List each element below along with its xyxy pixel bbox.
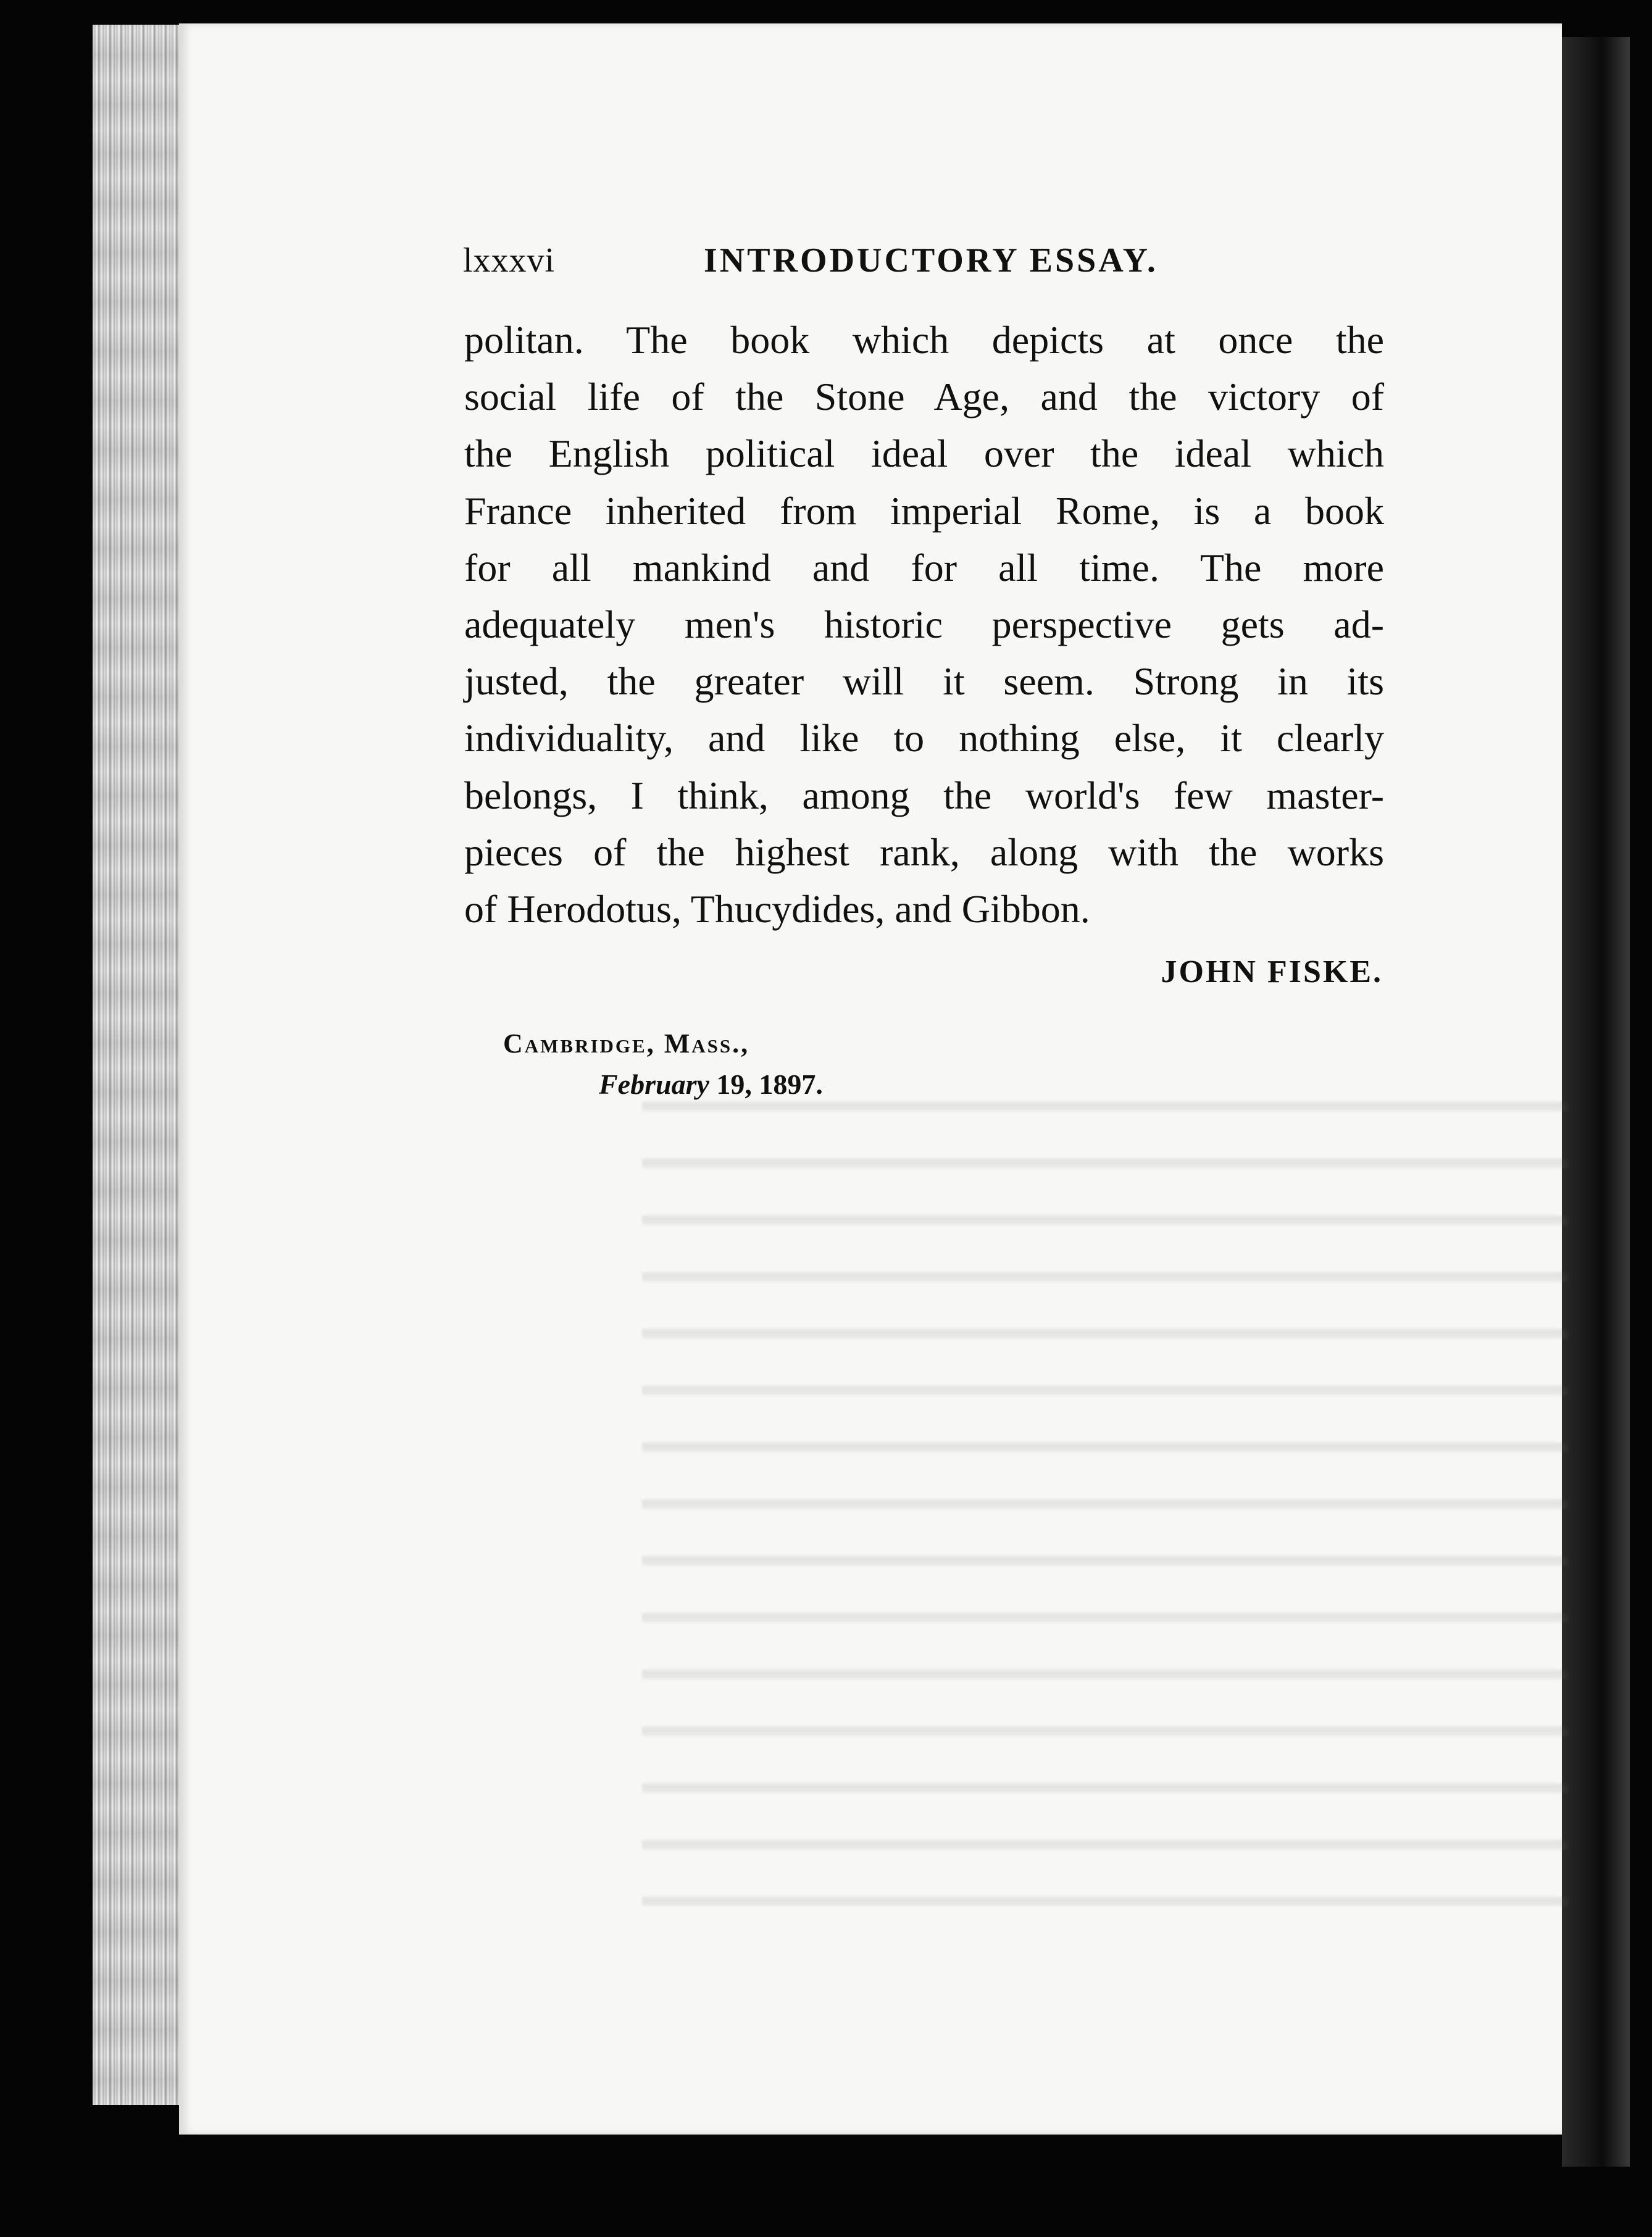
text-line: the English political ideal over the ideal which xyxy=(464,431,1384,476)
book-right-edge xyxy=(1562,37,1630,2167)
text-line: politan. The book which depicts at once the xyxy=(464,318,1384,362)
text-line: individuality, and like to nothing else, it clearly xyxy=(464,716,1384,760)
text-line: pieces of the highest rank, along with the works xyxy=(464,830,1384,874)
body-paragraph xyxy=(464,312,1384,938)
dateline-month: February xyxy=(599,1069,709,1100)
dateline-day-year: 19, 1897. xyxy=(709,1069,823,1100)
running-head xyxy=(463,241,1389,290)
dateline-place: Cambridge, Mass., xyxy=(503,1028,750,1059)
text-line: of Herodotus, Thucydides, and Gibbon. xyxy=(464,886,1090,931)
text-line: adequately men's historic perspective gets ad- xyxy=(464,602,1384,646)
page-number: lxxxvi xyxy=(463,241,556,280)
show-through-text xyxy=(642,1073,1568,1906)
text-line: social life of the Stone Age, and the victory of xyxy=(464,375,1384,419)
book-page-edges xyxy=(93,25,185,2105)
text-line: for all mankind and for all time. The more xyxy=(464,545,1384,589)
text-line: belongs, I think, among the world's few master- xyxy=(464,773,1384,817)
author-signature: JOHN FISKE. xyxy=(1161,954,1383,989)
text-line: France inherited from imperial Rome, is a book xyxy=(464,488,1384,533)
dateline-date xyxy=(599,1068,823,1101)
running-title: INTRODUCTORY ESSAY. xyxy=(704,241,1158,280)
text-line: justed, the greater will it seem. Strong in its xyxy=(464,659,1384,704)
